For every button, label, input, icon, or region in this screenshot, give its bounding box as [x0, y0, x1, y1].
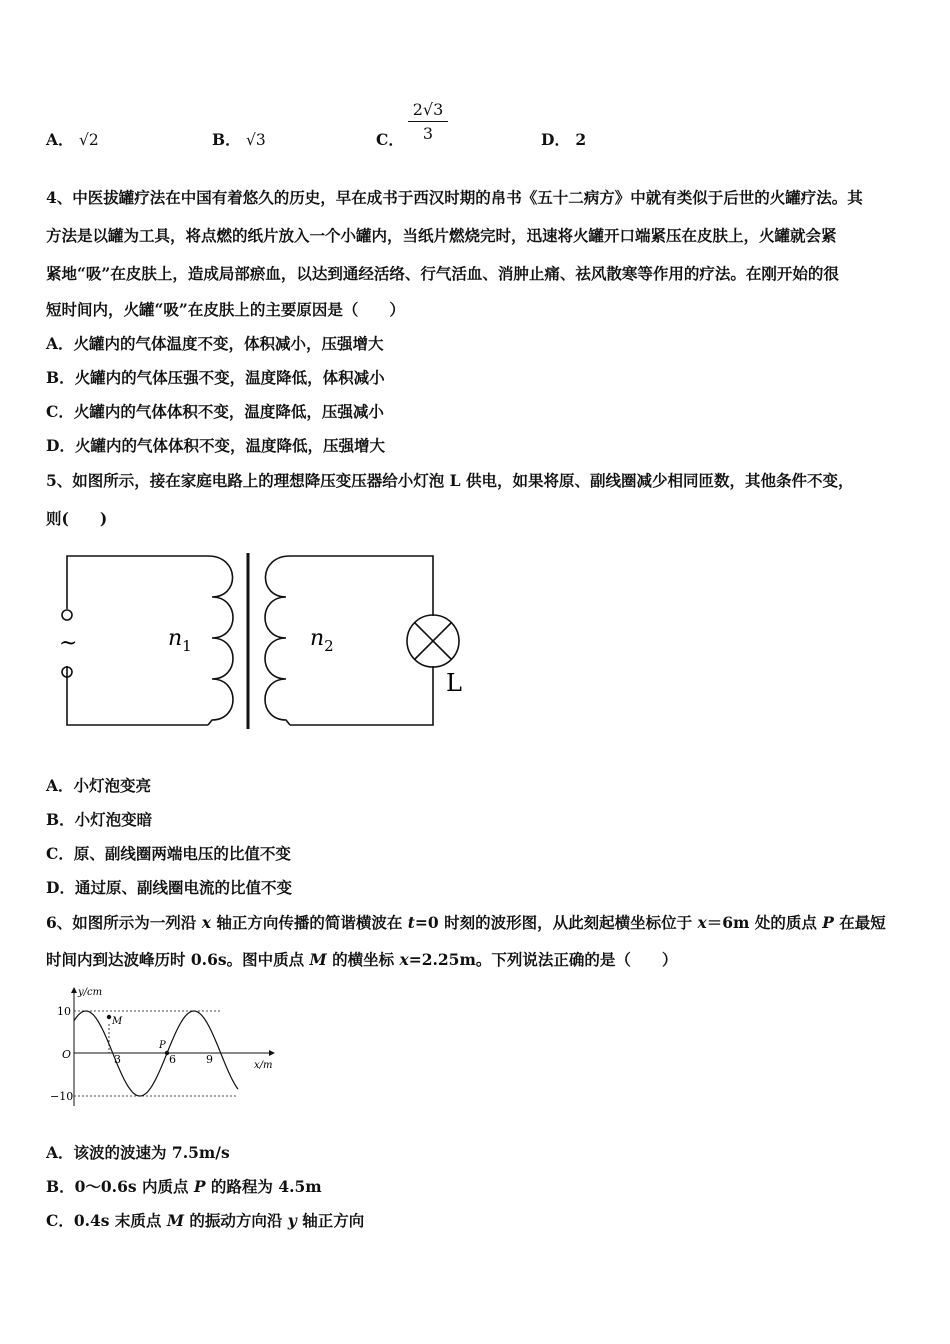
q6-option-c	[46, 1209, 364, 1231]
primary-wire-bottom	[67, 666, 208, 725]
option-text: 的路程为 4.5m	[205, 1177, 322, 1196]
stem-text: 的横坐标	[326, 950, 400, 969]
x-tick-9: 9	[206, 1053, 213, 1066]
sqrt-3-value: √3	[246, 131, 266, 149]
secondary-coil	[265, 556, 290, 725]
q4-stem-line-1: 4、中医拔罐疗法在中国有着悠久的历史，早在成书于西汉时期的帛书《五十二病方》中就有类似于后世的火罐疗法。其	[46, 188, 863, 207]
terminal-top	[62, 610, 72, 620]
origin-label: O	[62, 1048, 72, 1061]
q5-option-c: C．原、副线圈两端电压的比值不变	[46, 844, 291, 863]
secondary-wire-bottom	[290, 666, 433, 725]
var-t: t	[407, 913, 415, 932]
q5-option-b: B．小灯泡变暗	[46, 810, 153, 829]
var-m: M	[309, 950, 327, 969]
fraction-numerator: 2√3	[408, 100, 448, 122]
q3-option-d	[541, 128, 586, 150]
option-text: 的振动方向沿	[184, 1211, 288, 1230]
stem-text: 在最短	[833, 913, 886, 932]
q5-option-a: A．小灯泡变亮	[46, 776, 152, 795]
q3-option-b	[212, 128, 266, 150]
var-p: P	[822, 913, 834, 932]
q5-stem-line-2: 则( )	[46, 509, 108, 528]
primary-coil	[208, 556, 233, 725]
stem-text: =2.25m。下列说法正确的是（ ）	[408, 950, 678, 969]
q4-stem-line-2: 方法是以罐为工具，将点燃的纸片放入一个小罐内，当纸片燃烧完时，迅速将火罐开口端紧压在皮肤上，火罐就会紧	[46, 226, 837, 245]
var-m: M	[166, 1211, 184, 1230]
q3-option-c-label: C．	[376, 130, 404, 149]
var-x: x	[399, 950, 409, 969]
n2-subscript: 2	[324, 637, 334, 655]
point-m	[107, 1015, 111, 1019]
option-text: 轴正方向	[296, 1211, 365, 1230]
stem-text: =0 时刻的波形图，从此刻起横坐标位于	[414, 913, 698, 932]
q4-option-d: D．火罐内的气体体积不变，温度降低，压强增大	[46, 436, 385, 455]
point-p-label: P	[159, 1040, 166, 1051]
secondary-wire	[290, 556, 433, 616]
q3-option-a	[46, 128, 99, 150]
x-tick-6: 6	[169, 1053, 176, 1066]
stem-text: 6、如图所示为一列沿	[46, 913, 202, 932]
q4-option-c: C．火罐内的气体体积不变，温度降低，压强减小	[46, 402, 384, 421]
x-axis-label: x/m	[254, 1060, 273, 1071]
q3-option-c-fraction	[408, 100, 448, 143]
option-label: B．	[212, 130, 241, 149]
n2-symbol: n	[310, 626, 325, 651]
sqrt-2-value: √2	[78, 131, 99, 149]
q6-option-b	[46, 1175, 322, 1197]
n2-label	[310, 626, 334, 655]
q6-stem-line-1	[46, 911, 886, 933]
q5-option-d: D．通过原、副线圈电流的比值不变	[46, 878, 292, 897]
option-label: A．	[46, 130, 74, 149]
primary-wire	[67, 556, 208, 609]
ac-source-symbol: ~	[59, 631, 78, 656]
n1-symbol: n	[168, 626, 183, 651]
n1-label	[168, 626, 192, 655]
q4-option-b: B．火罐内的气体压强不变，温度降低，体积减小	[46, 368, 385, 387]
x-tick-3: 3	[114, 1053, 121, 1066]
var-y: y	[287, 1211, 297, 1230]
option-text: C．0.4s 末质点	[46, 1211, 167, 1230]
option-label: D．	[541, 130, 570, 149]
y-axis-label: y/cm	[78, 987, 103, 998]
q5-stem-line-1: 5、如图所示，接在家庭电路上的理想降压变压器给小灯泡 L 供电，如果将原、副线圈减少相同匝数，其他条件不变，	[46, 471, 854, 490]
option-value: 2	[575, 130, 587, 149]
var-x: x	[697, 913, 707, 932]
var-p: P	[193, 1177, 206, 1196]
q6-stem-line-2	[46, 948, 677, 970]
var-x: x	[201, 913, 211, 932]
lamp-label: L	[446, 669, 462, 697]
q6-option-a: A．该波的波速为 7.5m/s	[46, 1143, 230, 1162]
option-text: B．0～0.6s 内质点	[46, 1177, 194, 1196]
n1-subscript: 1	[182, 637, 192, 655]
q4-stem-line-4: 短时间内，火罐“吸”在皮肤上的主要原因是（ ）	[46, 300, 405, 319]
stem-text: ＝6m 处的质点	[706, 913, 823, 932]
stem-text: 轴正方向传播的简谐横波在	[210, 913, 408, 932]
q4-option-a: A．火罐内的气体温度不变，体积减小，压强增大	[46, 334, 384, 353]
y-tick-10: 10	[57, 1005, 71, 1018]
wave-graph	[48, 982, 288, 1110]
fraction-denominator: 3	[422, 124, 434, 143]
q4-stem-line-3: 紧地“吸”在皮肤上，造成局部瘀血，以达到通经活络、行气活血、消肿止痛、祛风散寒等作用的疗法。在刚开始的很	[46, 264, 839, 283]
point-m-label: M	[112, 1016, 123, 1027]
y-tick-neg10: −10	[50, 1090, 74, 1103]
stem-text: 时间内到达波峰历时 0.6s。图中质点	[46, 950, 310, 969]
transformer-circuit-diagram	[50, 545, 480, 740]
